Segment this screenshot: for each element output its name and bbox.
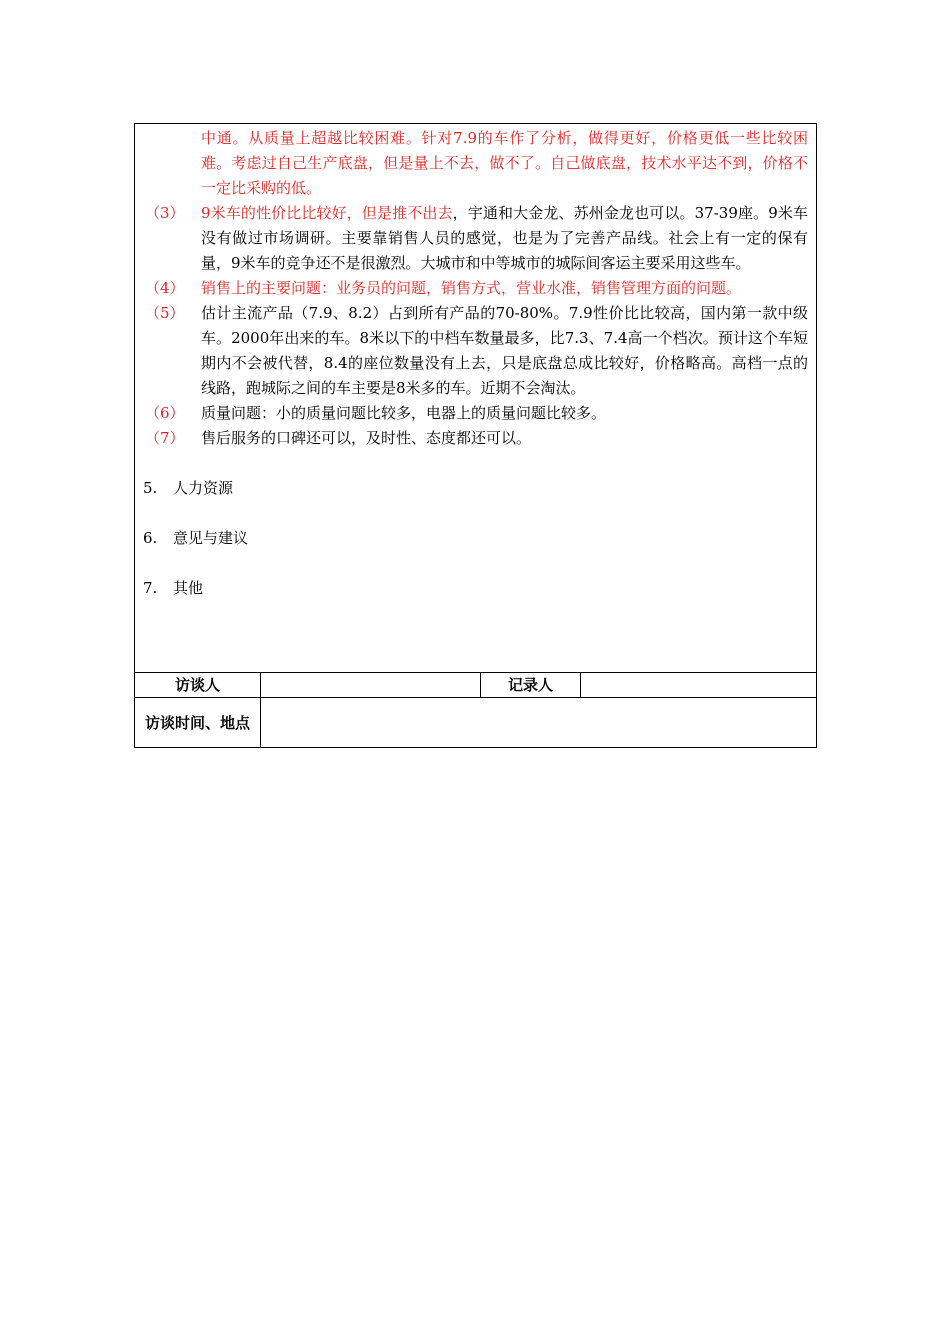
item-highlight: 销售上的主要问题：业务员的问题，销售方式，营业水准，销售管理方面的问题。 xyxy=(201,279,742,297)
intro-paragraph: 中通。从质量上超越比较困难。针对7.9的车作了分析，做得更好，价格更低一些比较困难。考虑过自己生产底盘，但是量上不去，做不了。自己做底盘，技术水平达不到，价格不一定比采购的低。 xyxy=(201,129,809,197)
item-body: ，宇通和大金龙、苏州金龙也可以。37-39座。9米车没有做过市场调研。主要靠销售人员的感觉，也是为了完善产品线。社会上有一定的保有量，9米车的竞争还不是很激烈。大城市和中等城市的城际间客运主要采用这些车。 xyxy=(201,204,809,272)
item-number: （3） xyxy=(145,204,185,222)
section-label: 意见与建议 xyxy=(173,529,249,547)
interviewer-value[interactable] xyxy=(261,673,481,698)
item-text xyxy=(201,201,808,276)
section-number: 6. xyxy=(143,529,158,547)
item-highlight: 9米车的性价比比较好，但是推不出去 xyxy=(201,204,453,222)
list-item xyxy=(143,201,808,276)
section-heading-other xyxy=(143,576,808,601)
time-place-value[interactable] xyxy=(261,698,817,748)
recorder-value[interactable] xyxy=(581,673,817,698)
item-number: （5） xyxy=(145,304,185,322)
recorder-label: 记录人 xyxy=(481,673,581,698)
section-number: 7. xyxy=(143,579,158,597)
section-label: 人力资源 xyxy=(173,479,234,497)
list-item xyxy=(143,426,808,451)
item-number: （7） xyxy=(145,429,185,447)
interviewer-label: 访谈人 xyxy=(135,673,261,698)
list-item xyxy=(143,276,808,301)
item-text xyxy=(201,301,808,401)
time-place-label: 访谈时间、地点 xyxy=(135,698,261,748)
item-text xyxy=(201,401,808,426)
interview-record-table xyxy=(134,123,817,748)
item-text xyxy=(201,276,808,301)
item-text xyxy=(201,426,808,451)
item-number: （6） xyxy=(145,404,185,422)
section-heading-suggestions xyxy=(143,526,808,551)
list-item xyxy=(143,401,808,426)
item-body: 估计主流产品（7.9、8.2）占到所有产品的70-80%。7.9性价比比较高，国内第一款中级车。2000年出来的车。8米以下的中档车数量最多，比7.3、7.4高一个档次。预计这个车短期内不会被代替，8.4的座位数量没有上去，只是底盘总成比较好，价格略高。高档一点的线路，跑城际之间的车主要是8米多的车。近期不会淘汰。 xyxy=(201,304,809,397)
item-number: （4） xyxy=(145,279,185,297)
interview-content-cell xyxy=(135,124,817,673)
section-number: 5. xyxy=(143,479,158,497)
section-label: 其他 xyxy=(173,579,204,597)
item-body: 质量问题：小的质量问题比较多，电器上的质量问题比较多。 xyxy=(201,404,607,422)
list-item xyxy=(143,301,808,401)
section-heading-hr xyxy=(143,476,808,501)
item-body: 售后服务的口碑还可以，及时性、态度都还可以。 xyxy=(201,429,532,447)
